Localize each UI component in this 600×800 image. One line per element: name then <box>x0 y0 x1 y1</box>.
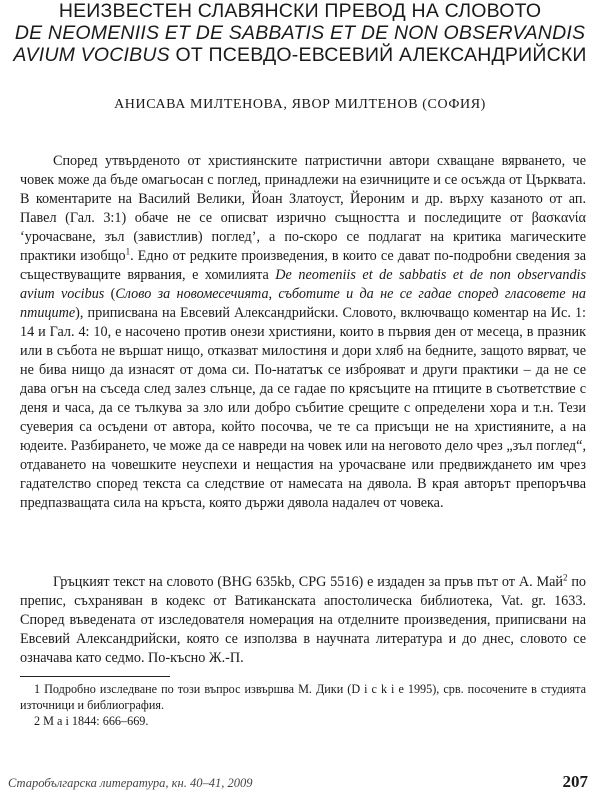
paragraph-1 <box>20 152 586 513</box>
footnote-ref-2[interactable]: 2 <box>562 572 568 583</box>
title-author: ОТ ПСЕВДО-ЕВСЕВИЙ АЛЕКСАНДРИЙСКИ <box>169 44 587 66</box>
article-body <box>20 152 586 513</box>
footnote-2: 2 M a i 1844: 666–669. <box>34 714 149 728</box>
p2-text-a: Гръцкият текст на словото (BHG 635kb, CPG 5516) е издаден за пръв път от А. Май <box>53 574 563 590</box>
p1-text-d: ), приписвана на Евсевий Александрийски. Словото, включващо коментар на Ис. 1: 14 и Гал. 4: 10, е насочено против онези християни, които в първия ден от месеца, в празник или в събота не вършат нищо, отказват милостиня и дори хляб на бедните, защото вярват, че не бива нищо да изнасят от дома си. По-нататък се изброяват и други практики – да не се дава огън на съседа след залез слънце, да се гадае по крясъците на птиците в съответствие с деня и часа, да се тълкува за зло или добро събитие срещите с определени хора и т.н. Тези суеверия са осъдени от автора, който посочва, че те са присъщи не на християните, а на юдеите. Разбирането, че може да се навреди на човек или на неговото дело чрез „зъл поглед“, отдаването на човешките неуспехи и нещастия на урочасване или предвиждането им чрез гадателство според текста са следствие от намесата на дявола. В края авторът препоръчва предпазващата сила на кръста, която държи дявола надалеч от човека. <box>20 305 586 511</box>
authors: АНИСАВА МИЛТЕНОВА, ЯВОР МИЛТЕНОВ (СОФИЯ) <box>114 97 486 112</box>
p1-text-b: . Едно от редките произведения, в които се дават по-подробни сведения за съществуващите вярвания, е хомилията <box>20 248 586 283</box>
title-latin: DE NEOMENIIS ET DE SABBATIS ET DE NON OBSERVANDIS <box>14 22 586 44</box>
page-number: 207 <box>562 772 588 791</box>
title-latin-cont: AVIUM VOCIBUS <box>13 44 170 66</box>
article-body-2 <box>20 573 586 668</box>
latin-title: De neomeniis et de sabbatis et de non observandis avium vocibus <box>20 267 586 302</box>
footnotes <box>20 681 586 729</box>
p1-text-a: Според утвърденото от християнските патристични автори схващане вярването, че човек може да бъде омагьосан с поглед, принадлежи на езичниците и се осъжда от Църквата. В коментарите на Василий Велики, Йоан Златоуст, Йероним и др. върху казаното от ап. Павел (Гал. 3:1) обаче не се описват изрично същността и последиците от βασκανία ‘урочасване, зъл (завистлив) поглед’, а по-скоро се подлагат на критика магическите практики изобщо <box>20 153 586 264</box>
paragraph-2 <box>20 573 586 668</box>
footnote-1: 1 Подробно изследване по този въпрос извършва М. Дики (D i c k i e 1995), срв. посочените в студията източници и библиография. <box>20 682 586 712</box>
footnote-ref-1[interactable]: 1 <box>125 246 131 257</box>
p2-text-b: по препис, съхраняван в кодекс от Ватиканската апостолическа библиотека, Vat. gr. 1633. Според въведената от изследователя номерация на отделните произведения, приписвани на Евсевий Александрийски, която се използва в научната литература и до днес, словото се означава като седмо. По-късно Ж.-П. <box>20 574 587 666</box>
title-line-1: НЕИЗВЕСТЕН СЛАВЯНСКИ ПРЕВОД НА СЛОВОТО <box>58 0 542 22</box>
title-line-3 <box>0 44 600 66</box>
page-footer <box>0 772 600 792</box>
bulgarian-title: Слово за новомесечията, съботите и да не се гадае според гласовете на птиците <box>20 286 586 321</box>
journal-citation: Старобългарска литература, кн. 40–41, 2009 <box>8 776 253 790</box>
footnote-divider <box>20 676 170 677</box>
p1-text-c: ( <box>104 286 116 302</box>
title-line-2 <box>0 22 600 44</box>
